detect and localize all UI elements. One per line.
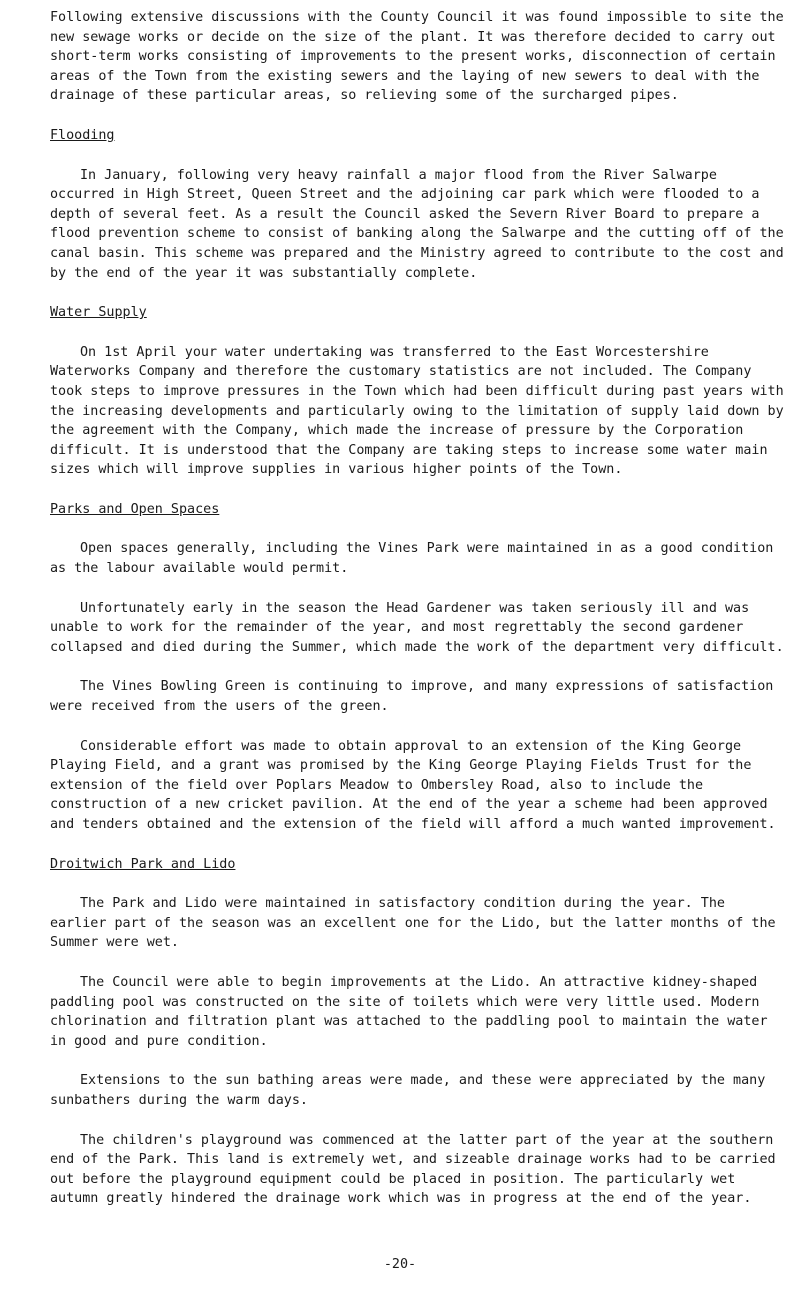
intro-paragraph: Following extensive discussions with the County Council it was found impossible to site the new sewage works or decide on the size of the plant. It was therefore decided to carry out short-term works consisting of improvements to the present works, disconnection of certain areas of the Town from the existing sewers and the laying of new sewers to deal with the drainage of these particular areas, so relieving some of the surcharged pipes. xyxy=(50,10,784,104)
parks-heading: Parks and Open Spaces xyxy=(50,501,220,517)
water-supply-paragraph-1: On 1st April your water undertaking was transferred to the East Worcestershire Waterworks Company and therefore the customary statistics are not included. The Company took steps to improve pressures in the Town which had been difficult during past years with the increasing developments and particularly owing to the limitation of supply laid down by the agreement with the Company, which made the increase of pressure by the Corporation difficult. It is understood that the Company are taking steps to increase some water main sizes which will improve supplies in various higher points of the Town. xyxy=(50,344,784,478)
lido-paragraph-1: The Park and Lido were maintained in satisfactory condition during the year. The earlier part of the season was an excellent one for the Lido, but the latter months of the Summer were wet. xyxy=(50,896,776,951)
flooding-heading: Flooding xyxy=(50,127,115,143)
flooding-paragraph-1: In January, following very heavy rainfall a major flood from the River Salwarpe occurred in High Street, Queen Street and the adjoining car park which were flooded to a depth of several feet. As a result the Council asked the Severn River Board to prepare a flood prevention scheme to consist of banking along the Salwarpe and the cutting off of the canal basin. This scheme was prepared and the Ministry agreed to contribute to the cost and by the end of the year it was substantially complete. xyxy=(50,167,784,281)
document-page xyxy=(50,8,785,1229)
water-supply-heading: Water Supply xyxy=(50,305,147,321)
parks-paragraph-4: Considerable effort was made to obtain approval to an extension of the King George Playing Field, and a grant was promised by the King George Playing Fields Trust for the extension of the field over Poplars Meadow to Ombersley Road, also to include the construction of a new cricket pavilion. At the end of the year a scheme had been approved and tenders obtained and the extension of the field will afford a much wanted improvement. xyxy=(50,738,776,832)
lido-paragraph-2: The Council were able to begin improvements at the Lido. An attractive kidney-shaped paddling pool was constructed on the site of toilets which were very little used. Modern chlorination and filtration plant was attached to the paddling pool to maintain the water in good and pure condition. xyxy=(50,974,768,1049)
parks-paragraph-2: Unfortunately early in the season the Head Gardener was taken seriously ill and was unable to work for the remainder of the year, and most regrettably the second gardener collapsed and died during the Summer, which made the work of the department very difficult. xyxy=(50,600,784,655)
page-number: -20- xyxy=(383,1257,417,1272)
parks-paragraph-1: Open spaces generally, including the Vines Park were maintained in as a good condition as the labour available would permit. xyxy=(50,541,774,577)
parks-paragraph-3: The Vines Bowling Green is continuing to improve, and many expressions of satisfaction were received from the users of the green. xyxy=(50,679,774,715)
lido-paragraph-4: The children's playground was commenced at the latter part of the year at the southern end of the Park. This land is extremely wet, and sizeable drainage works had to be carried out before the playground equipment could be placed in position. The particularly wet autumn greatly hindered the drainage work which was in progress at the end of the year. xyxy=(50,1132,776,1207)
lido-paragraph-3: Extensions to the sun bathing areas were made, and these were appreciated by the many sunbathers during the warm days. xyxy=(50,1073,766,1108)
lido-heading: Droitwich Park and Lido xyxy=(50,856,236,872)
